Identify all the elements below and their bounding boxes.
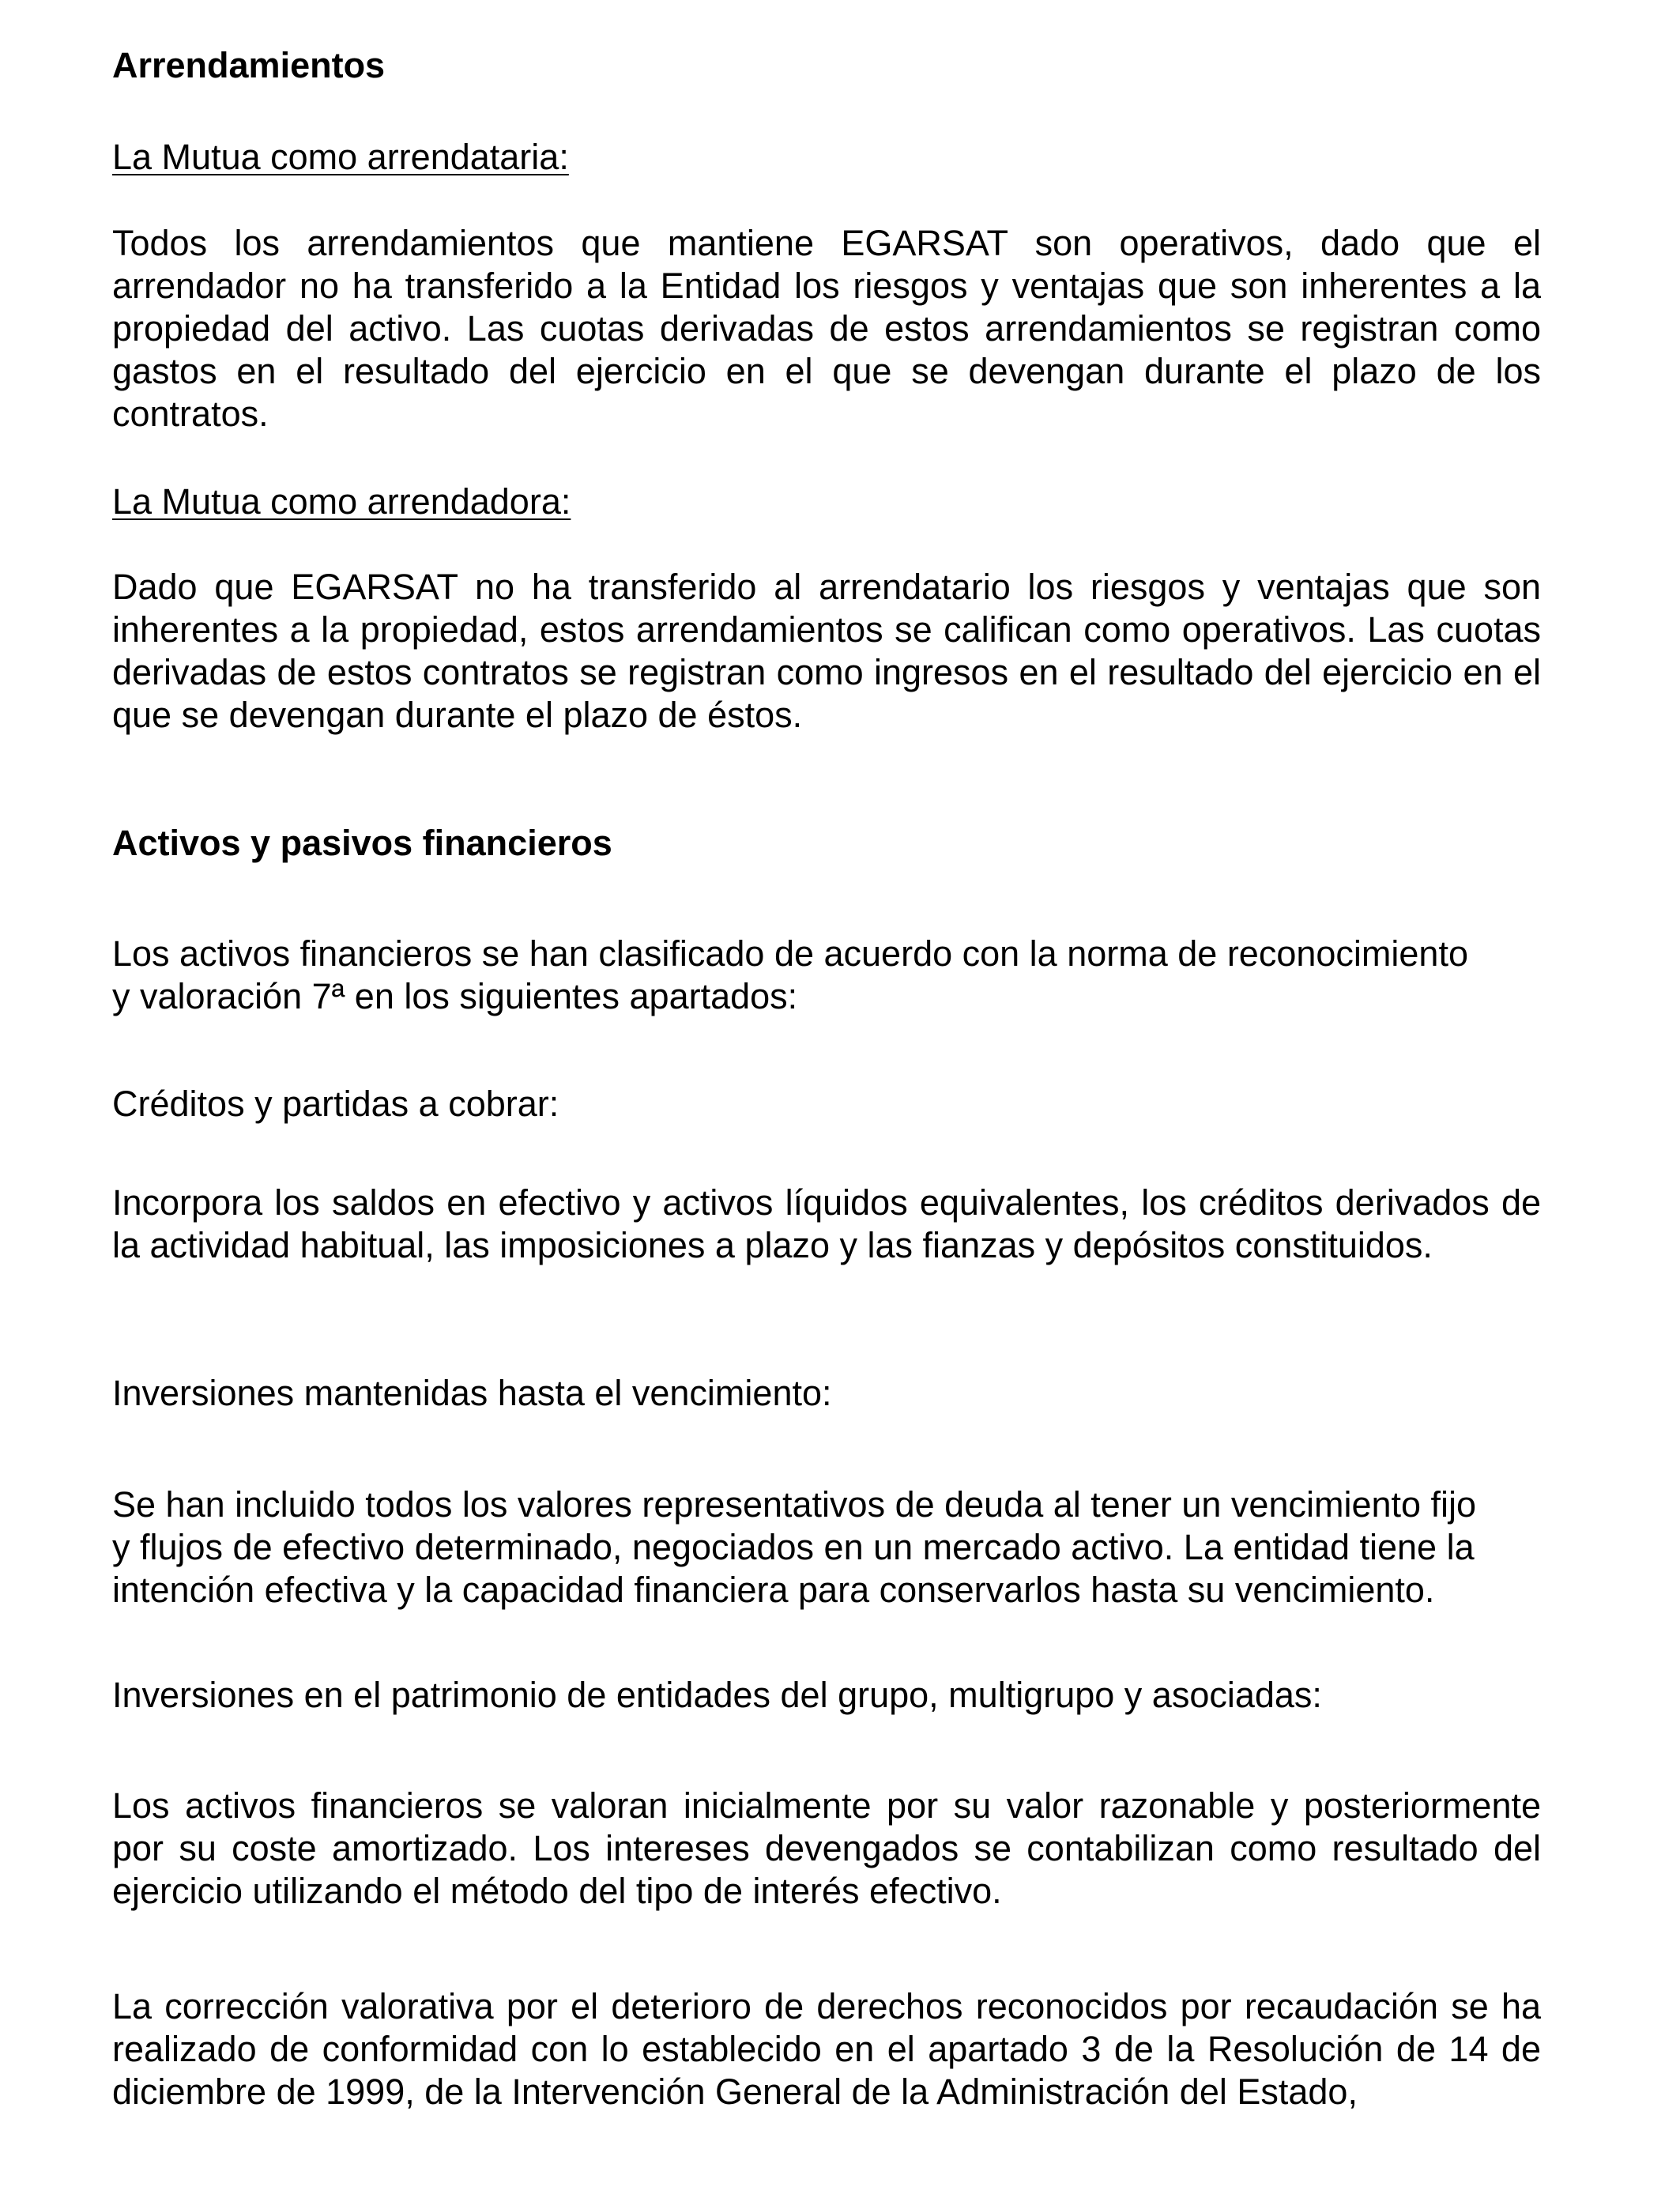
label-inversiones-vencimiento: Inversiones mantenidas hasta el vencimiento: [112, 1373, 832, 1413]
paragraph-inversiones-vencimiento-line1: Se han incluido todos los valores representativos de deuda al tener un vencimiento fijo [112, 1484, 1477, 1525]
paragraph-inversiones-vencimiento-line2: y flujos de efectivo determinado, negociados en un mercado activo. La entidad tiene la [112, 1527, 1475, 1567]
paragraph-correccion-valorativa: La corrección valorativa por el deterioro de derechos reconocidos por recaudación se ha realizado de conformidad con lo establecido en el apartado 3 de la Resolución de 14 de diciembre de 1999, de la Intervención General de la Administración del Estado, [112, 1986, 1541, 2112]
paragraph-intro-line1: Los activos financieros se han clasificado de acuerdo con la norma de reconocimiento [112, 933, 1468, 974]
paragraph-inversiones-grupo: Los activos financieros se valoran inicialmente por su valor razonable y posteriormente por su coste amortizado. Los intereses devengados se contabilizan como resultado del ejercicio utilizando el método del tipo de interés efectivo. [112, 1785, 1541, 1911]
paragraph-arrendataria: Todos los arrendamientos que mantiene EGARSAT son operativos, dado que el arrendador no ha transferido a la Entidad los riesgos y ventajas que son inherentes a la propiedad del activo. Las cuotas derivadas de estos arrendamientos se registran como gastos en el resultado del ejercicio en el que se devengan durante el plazo de los contratos. [112, 223, 1541, 434]
subheading-arrendadora: La Mutua como arrendadora: [112, 481, 571, 522]
section-heading-activos-pasivos: Activos y pasivos financieros [112, 823, 612, 863]
section-heading-arrendamientos: Arrendamientos [112, 45, 386, 85]
paragraph-intro-line2: y valoración 7ª en los siguientes apartados: [112, 976, 798, 1016]
label-inversiones-grupo: Inversiones en el patrimonio de entidades del grupo, multigrupo y asociadas: [112, 1675, 1322, 1715]
label-creditos: Créditos y partidas a cobrar: [112, 1084, 559, 1124]
paragraph-creditos: Incorpora los saldos en efectivo y activos líquidos equivalentes, los créditos derivados de la actividad habitual, las imposiciones a plazo y las fianzas y depósitos constituidos. [112, 1182, 1541, 1265]
paragraph-arrendadora: Dado que EGARSAT no ha transferido al arrendatario los riesgos y ventajas que son inherentes a la propiedad, estos arrendamientos se califican como operativos. Las cuotas derivadas de estos contratos se registran como ingresos en el resultado del ejercicio en el que se devengan durante el plazo de éstos. [112, 567, 1541, 735]
paragraph-inversiones-vencimiento-line3: intención efectiva y la capacidad financiera para conservarlos hasta su vencimiento. [112, 1570, 1435, 1610]
subheading-arrendataria: La Mutua como arrendataria: [112, 137, 569, 177]
